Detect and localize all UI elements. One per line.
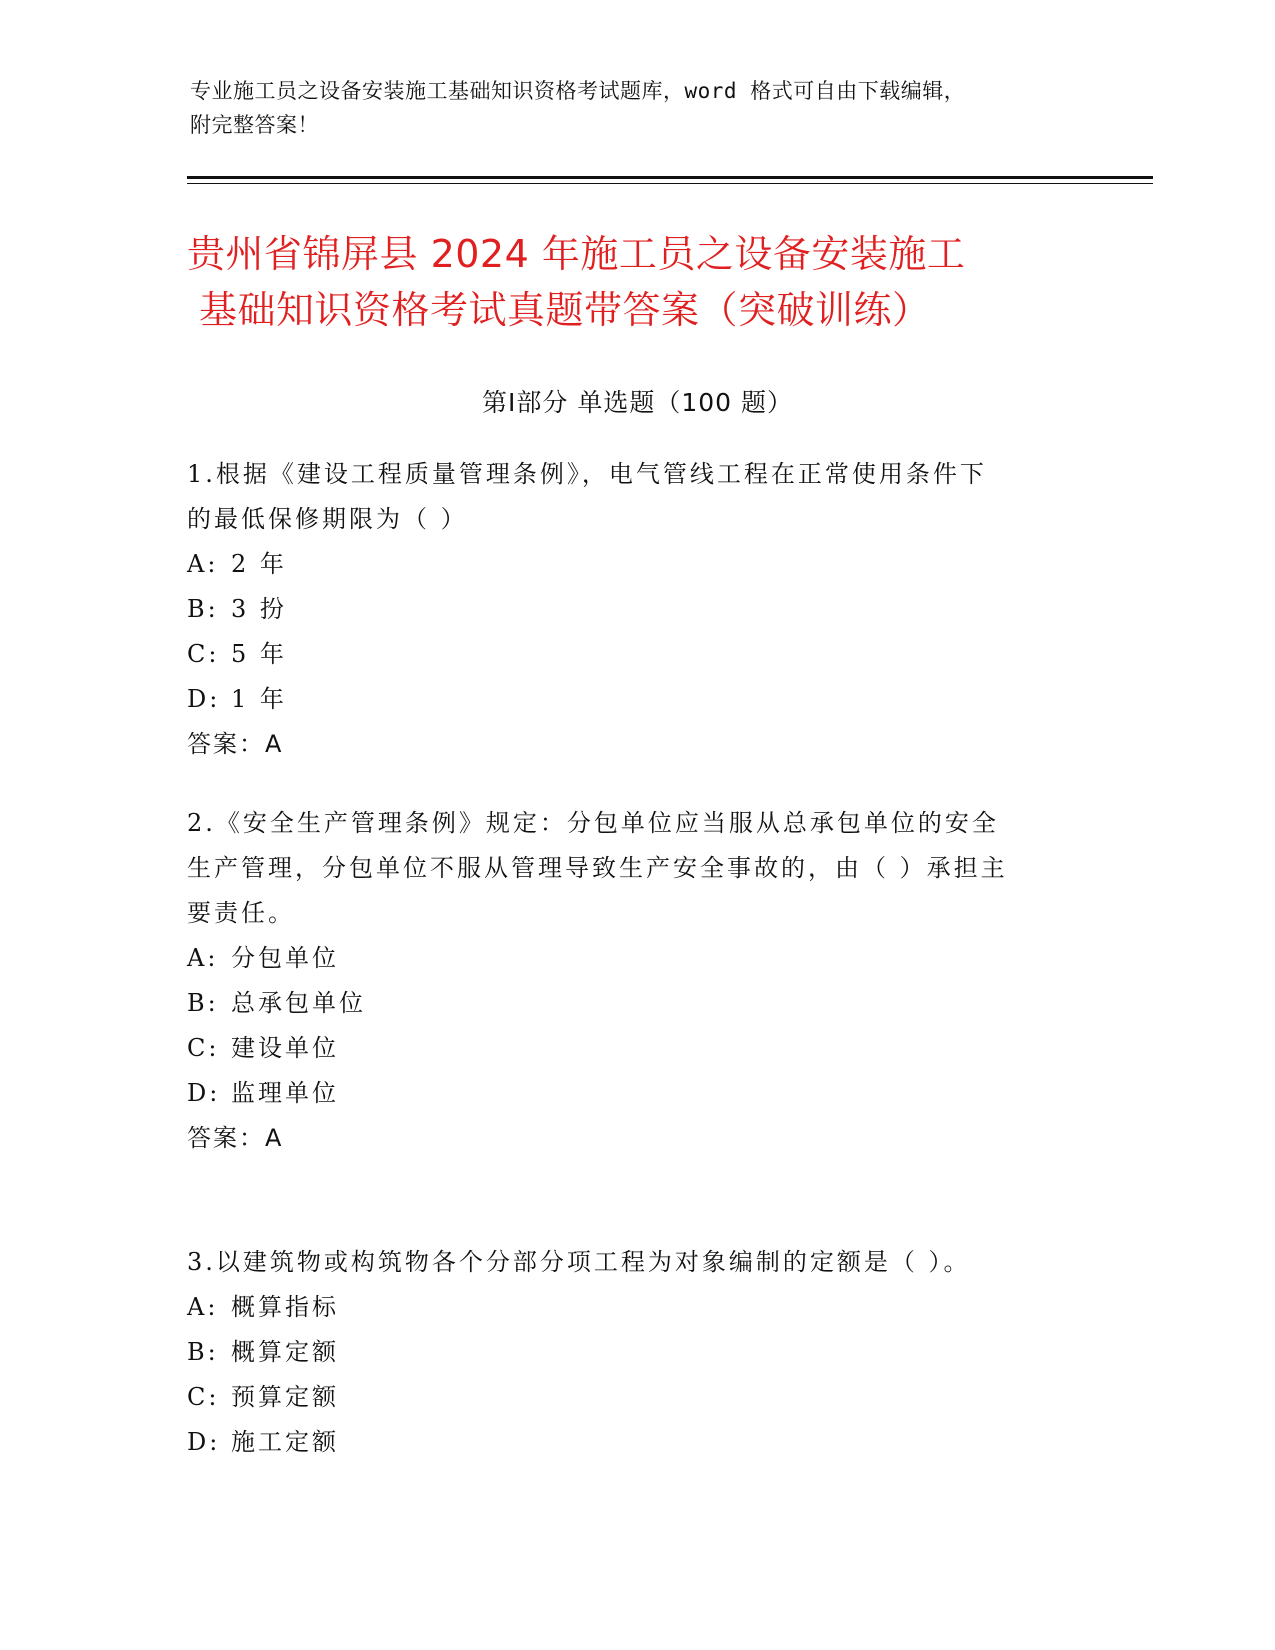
- option-text: 概算定额: [231, 1338, 339, 1366]
- option-key: B:: [187, 1338, 219, 1366]
- option-key: C:: [187, 1383, 220, 1411]
- section-title: 第Ⅰ部分 单选题（100 题）: [482, 388, 793, 417]
- option-key: A:: [187, 944, 219, 972]
- question-2: [187, 801, 1077, 1161]
- document-title-line: 贵州省锦屏县 2024 年施工员之设备安装施工: [187, 232, 966, 276]
- question-1: [187, 452, 1077, 767]
- option-text: 预算定额: [231, 1383, 339, 1411]
- question-stem-line: 的最低保修期限为（ ）: [187, 505, 468, 533]
- question-stem-line: 要责任。: [187, 899, 295, 927]
- option-text: 3 扮: [231, 595, 287, 623]
- option-key: B:: [187, 595, 219, 623]
- header-note-line: 专业施工员之设备安装施工基础知识资格考试题库，word 格式可自由下载编辑，: [190, 79, 966, 103]
- option-a: [187, 936, 1077, 981]
- option-a: [187, 1285, 1077, 1330]
- answer-label: 答案：A: [187, 1124, 284, 1152]
- question-3: [187, 1240, 1077, 1465]
- option-key: D:: [187, 685, 221, 713]
- option-text: 施工定额: [231, 1428, 339, 1456]
- question-stem-line: 2.《安全生产管理条例》规定：分包单位应当服从总承包单位的安全: [187, 809, 999, 837]
- option-key: A:: [187, 550, 219, 578]
- question-stem: [187, 1240, 1077, 1285]
- option-b: [187, 981, 1077, 1026]
- option-d: [187, 1071, 1077, 1116]
- option-text: 1 年: [231, 685, 287, 713]
- header-note-line: 附完整答案！: [190, 113, 319, 137]
- option-text: 5 年: [231, 640, 287, 668]
- header-divider-thick: [187, 176, 1153, 179]
- header-note: [190, 74, 1090, 142]
- option-key: C:: [187, 640, 220, 668]
- option-c: [187, 1375, 1077, 1420]
- option-b: [187, 1330, 1077, 1375]
- question-stem-line: 1.根据《建设工程质量管理条例》，电气管线工程在正常使用条件下: [187, 460, 987, 488]
- option-text: 2 年: [231, 550, 287, 578]
- option-c: [187, 1026, 1077, 1071]
- option-d: [187, 677, 1077, 722]
- option-c: [187, 632, 1077, 677]
- option-key: B:: [187, 989, 219, 1017]
- option-b: [187, 587, 1077, 632]
- answer-label: 答案：A: [187, 730, 284, 758]
- question-stem: [187, 801, 1077, 936]
- option-key: C:: [187, 1034, 220, 1062]
- question-stem-line: 生产管理，分包单位不服从管理导致生产安全事故的，由（ ）承担主: [187, 854, 1008, 882]
- option-key: A:: [187, 1293, 219, 1321]
- option-text: 建设单位: [231, 1034, 339, 1062]
- option-text: 总承包单位: [231, 989, 366, 1017]
- option-text: 概算指标: [231, 1293, 339, 1321]
- option-text: 分包单位: [231, 944, 339, 972]
- header-divider-thin: [187, 183, 1153, 184]
- option-a: [187, 542, 1077, 587]
- question-stem-line: 3.以建筑物或构筑物各个分部分项工程为对象编制的定额是（ ）。: [187, 1248, 971, 1276]
- document-title-line: 基础知识资格考试真题带答案（突破训练）: [199, 288, 931, 332]
- question-stem: [187, 452, 1077, 542]
- option-d: [187, 1420, 1077, 1465]
- option-key: D:: [187, 1079, 221, 1107]
- document-title: [187, 226, 1087, 338]
- option-key: D:: [187, 1428, 221, 1456]
- option-text: 监理单位: [231, 1079, 339, 1107]
